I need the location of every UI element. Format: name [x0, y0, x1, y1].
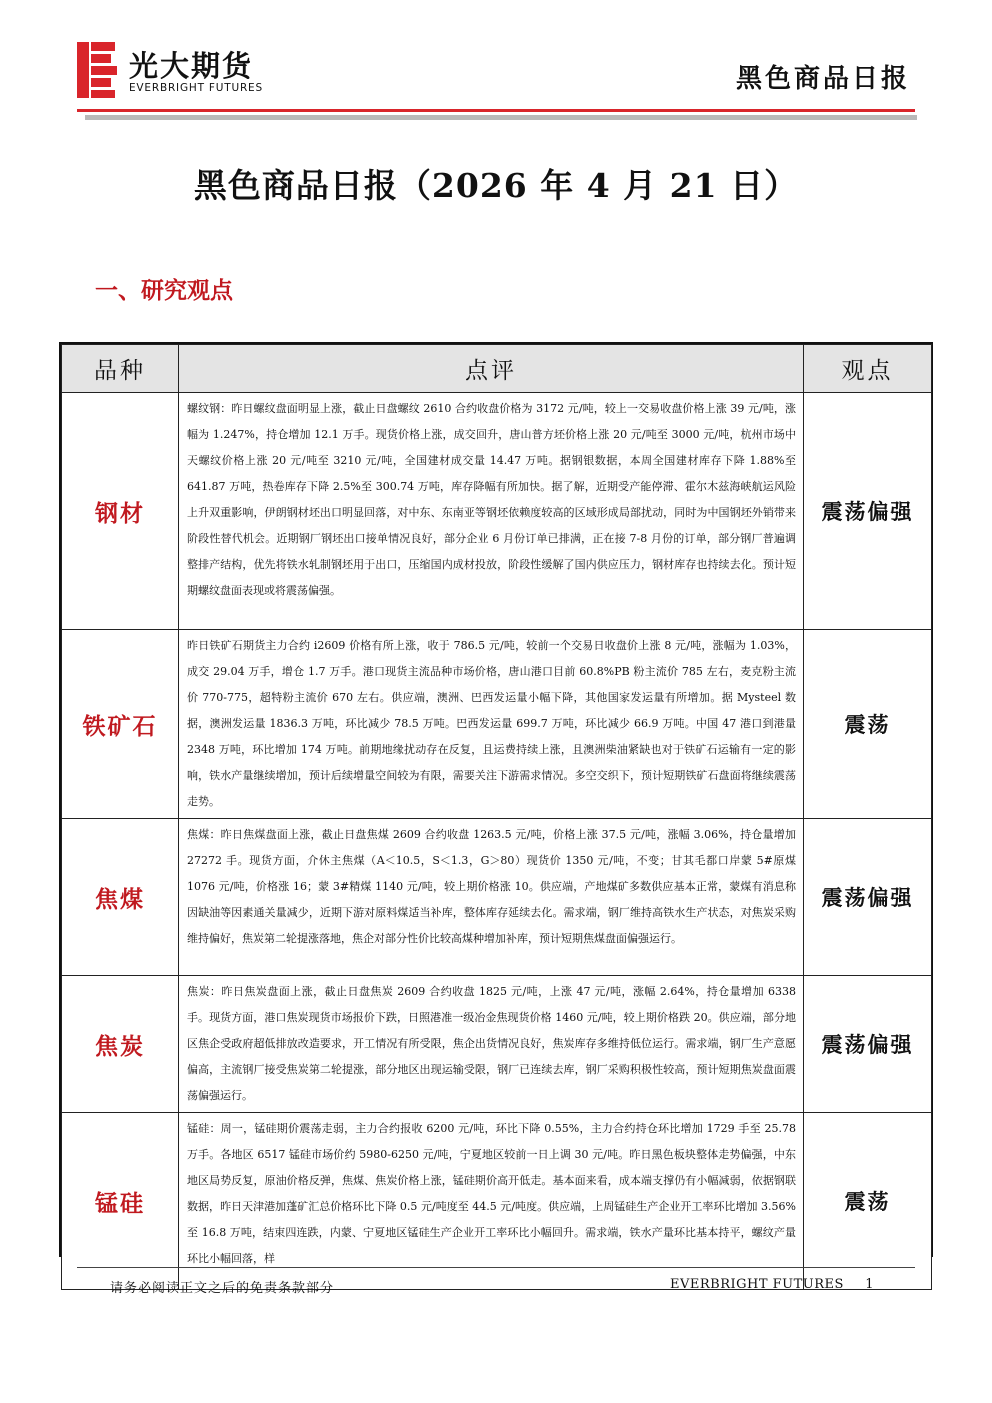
comment-text: 昨日铁矿石期货主力合约 i2609 价格有所上涨，收于 786.5 元/吨，较前一个交易日收盘价上涨 8 元/吨，涨幅为 1.03%，成交 29.04 万手，增仓 1.7 万手。港口现货主流品种市场价格，唐山港口目前 60.8%PB 粉主流价 785 左右，麦克粉主流价 770-775，超特粉主流价 670 左右。供应端，澳洲、巴西发运量小幅下降，其他国家发运量有所增加。据 Mysteel 数据，澳洲发运量 1836.3 万吨，环比减少 78.5 万吨。巴西发运量 699.7 万吨，环比减少 66.9 万吨。中国 47 港口到港量 2348 万吨，环比增加 174 万吨。前期地缘扰动存在反复，且运费持续上涨，且澳洲柴油紧缺也对于铁矿石运输有一定的影响，铁水产量继续增加，预计后续增量空间较为有限，需要关注下游需求情况。多空交织下，预计短期铁矿石盘面将继续震荡走势。	[179, 630, 804, 819]
table-row	[62, 630, 932, 819]
logo-chinese-name: 光大期货	[129, 49, 254, 83]
section-heading: 一、研究观点	[95, 278, 233, 304]
variety-name: 铁矿石	[62, 630, 179, 819]
document-title: 黑色商品日报（2026 年 4 月 21 日）	[193, 166, 799, 205]
table-row	[62, 1113, 932, 1290]
header-divider-red	[77, 109, 915, 112]
variety-name: 焦炭	[62, 976, 179, 1113]
variety-name: 钢材	[62, 393, 179, 630]
view-label: 震荡偏强	[804, 976, 932, 1113]
footer-brand-page	[670, 1277, 874, 1292]
research-view-table	[59, 342, 933, 1265]
comment-text: 焦炭：昨日焦炭盘面上涨，截止日盘焦炭 2609 合约收盘 1825 元/吨，上涨 47 元/吨，涨幅 2.64%，持仓量增加 6338 手。现货方面，港口焦炭现货市场报价下跌，日照港准一级冶金焦现货价格 1460 元/吨，较上期价格跌 20。供应端，部分地区焦企受政府超低排放改造要求，开工情况有所受限，焦企出货情况良好，焦炭库存多维持低位运行。需求端，钢厂生产意愿偏高，主流钢厂接受焦炭第二轮提涨，部分地区出现运输受限，钢厂已连续去库，钢厂采购积极性较高，预计短期焦炭盘面震荡偏强运行。	[179, 976, 804, 1113]
logo-mark-icon	[77, 42, 117, 98]
table-row	[62, 393, 932, 630]
comment-text: 螺纹钢：昨日螺纹盘面明显上涨，截止日盘螺纹 2610 合约收盘价格为 3172 元/吨，较上一交易收盘价格上涨 39 元/吨，涨幅为 1.247%，持仓增加 12.1 万手。现货价格上涨，成交回升，唐山普方坯价格上涨 20 元/吨至 3000 元/吨，杭州市场中天螺纹价格上涨 20 元/吨至 3210 元/吨，全国建材成交量 14.47 万吨。据钢银数据，本周全国建材库存下降 1.88%至 641.87 万吨，热卷库存下降 2.5%至 300.74 万吨，库存降幅有所加快。据了解，近期受产能停滞、霍尔木兹海峡航运风险上升双重影响，伊朗钢材坯出口明显回落，对中东、东南亚等钢坯依赖度较高的区域形成局部扰动，同时为中国钢坯外销带来阶段性替代机会。近期钢厂钢坯出口接单情况良好，部分企业 6 月份订单已排满，正在接 7-8 月份的订单，部分钢厂普遍调整排产结构，优先将铁水轧制钢坯用于出口，压缩国内成材投放，阶段性缓解了国内供应压力，钢材库存也持续去化。预计短期螺纹盘面表现或将震荡偏强。	[179, 393, 804, 630]
view-label: 震荡偏强	[804, 393, 932, 630]
table-row	[62, 976, 932, 1113]
footer-disclaimer: 请务必阅读正文之后的免责条款部分	[110, 1281, 335, 1296]
view-label: 震荡偏强	[804, 819, 932, 976]
variety-name: 焦煤	[62, 819, 179, 976]
company-logo	[77, 42, 287, 98]
comment-text: 焦煤：昨日焦煤盘面上涨，截止日盘焦煤 2609 合约收盘 1263.5 元/吨，价格上涨 37.5 元/吨，涨幅 3.06%，持仓量增加 27272 手。现货方面，介休主焦煤（A＜10.5，S＜1.3，G＞80）现货价 1350 元/吨，不变；甘其毛都口岸蒙 5#原煤 1076 元/吨，价格涨 16；蒙 3#精煤 1140 元/吨，较上期价格涨 10。供应端，产地煤矿多数供应基本正常，蒙煤有消息称因缺油等因素通关量减少，近期下游对原料煤适当补库，整体库存延续去化。需求端，钢厂维持高铁水生产状态，对焦炭采购维持偏好，焦炭第二轮提涨落地，焦企对部分性价比较高煤种增加补库，预计短期焦煤盘面偏强运行。	[179, 819, 804, 976]
column-header-variety: 品种	[62, 345, 179, 393]
header-report-name: 黑色商品日报	[735, 64, 910, 94]
table-row	[62, 819, 932, 976]
column-header-view: 观点	[804, 345, 932, 393]
table-header-row	[62, 345, 932, 393]
header-divider-shadow	[85, 115, 917, 120]
variety-name: 锰硅	[62, 1113, 179, 1290]
view-label: 震荡	[804, 630, 932, 819]
footer-divider	[77, 1267, 915, 1268]
page-number: 1	[865, 1277, 874, 1292]
column-header-comment: 点评	[179, 345, 804, 393]
footer-brand: EVERBRIGHT FUTURES	[669, 1277, 844, 1292]
comment-text: 锰硅：周一，锰硅期价震荡走弱，主力合约报收 6200 元/吨，环比下降 0.55%，主力合约持仓环比增加 1729 手至 25.78 万手。各地区 6517 锰硅市场价约 5980-6250 元/吨，宁夏地区较前一日上调 30 元/吨。昨日黑色板块整体走势偏强，中东地区局势反复，原油价格反弹，焦煤、焦炭价格上涨，锰硅期价高开低走。基本面来看，成本端支撑仍有小幅减弱，依据钢联数据，昨日天津港加蓬矿汇总价格环比下降 0.5 元/吨度至 44.5 元/吨度。供应端，上周锰硅生产企业开工率环比增加 3.56%至 16.8 万吨，结束四连跌，内蒙、宁夏地区锰硅生产企业开工率环比小幅回升。需求端，铁水产量环比基本持平，螺纹产量环比小幅回落，样	[179, 1113, 804, 1290]
view-label: 震荡	[804, 1113, 932, 1290]
logo-english-name: EVERBRIGHT FUTURES	[129, 82, 263, 94]
